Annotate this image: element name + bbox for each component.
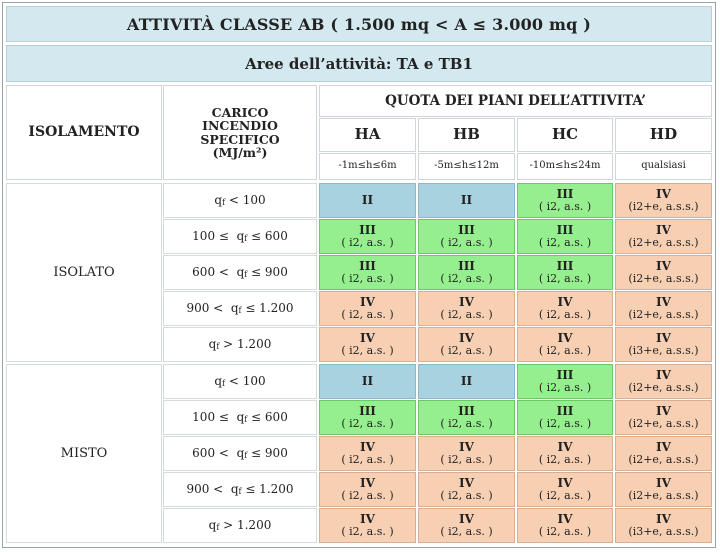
group-label-isolato: ISOLATO bbox=[6, 183, 162, 362]
row-condition-label bbox=[163, 255, 317, 290]
qf-subscript: f bbox=[216, 523, 220, 533]
qf-subscript: f bbox=[244, 234, 248, 244]
classification-level: IV bbox=[656, 295, 671, 310]
classification-detail: (i2+e, a.s.s.) bbox=[628, 308, 699, 322]
classification-level: IV bbox=[656, 512, 671, 527]
classification-cell bbox=[418, 472, 515, 507]
group-label-misto: MISTO bbox=[6, 364, 162, 543]
qf-symbol: q bbox=[230, 482, 239, 497]
classification-level: IV bbox=[360, 295, 375, 310]
classification-level: III bbox=[359, 259, 376, 274]
classification-cell bbox=[319, 436, 416, 471]
classification-detail: ( i2, a.s. ) bbox=[341, 417, 394, 431]
qf-symbol: q bbox=[236, 229, 245, 244]
classification-cell bbox=[319, 508, 416, 543]
classification-level: III bbox=[359, 223, 376, 238]
classification-level: II bbox=[460, 193, 473, 208]
classification-level: IV bbox=[459, 331, 474, 346]
header-quota: QUOTA DEI PIANI DELL’ATTIVITA’ bbox=[319, 85, 712, 117]
condition-suffix: ≤ 1.200 bbox=[241, 482, 294, 497]
classification-detail: ( i2, a.s. ) bbox=[538, 525, 592, 539]
classification-cell bbox=[517, 327, 613, 362]
classification-detail: (i2+e, a.s.s.) bbox=[628, 381, 699, 395]
classification-cell bbox=[615, 291, 712, 326]
classification-level: II bbox=[361, 193, 374, 208]
condition-prefix: 100 ≤ bbox=[192, 410, 237, 425]
classification-detail: (i2+e, a.s.s.) bbox=[628, 200, 699, 214]
classification-detail: ( i2, a.s. ) bbox=[341, 308, 394, 322]
qf-subscript: f bbox=[244, 270, 248, 280]
classification-level: III bbox=[359, 404, 376, 419]
classification-detail: ( i2, a.s. ) bbox=[440, 489, 493, 503]
classification-cell bbox=[517, 400, 613, 435]
row-condition-label bbox=[163, 472, 317, 507]
classification-detail: ( i2, a.s. ) bbox=[538, 236, 592, 250]
classification-level: IV bbox=[360, 331, 375, 346]
classification-cell bbox=[319, 327, 416, 362]
classification-cell bbox=[615, 183, 712, 218]
classification-level: IV bbox=[656, 476, 671, 491]
classification-level: IV bbox=[656, 187, 671, 202]
header-isolamento-text: ISOLAMENTO bbox=[28, 124, 140, 141]
classification-cell bbox=[517, 508, 613, 543]
qf-symbol: q bbox=[236, 410, 245, 425]
classification-level: III bbox=[458, 404, 475, 419]
classification-level: IV bbox=[656, 368, 671, 383]
classification-detail: ( i2, a.s. ) bbox=[538, 381, 592, 395]
header-carico-line: CARICO bbox=[211, 105, 269, 121]
row-condition-label bbox=[163, 400, 317, 435]
fire-classification-table bbox=[2, 2, 716, 548]
classification-cell bbox=[319, 291, 416, 326]
classification-detail: (i2+e, a.s.s.) bbox=[628, 236, 699, 250]
classification-level: IV bbox=[656, 404, 671, 419]
qf-symbol: q bbox=[208, 337, 217, 352]
classification-cell bbox=[615, 508, 712, 543]
classification-cell bbox=[319, 255, 416, 290]
classification-detail: ( i2, a.s. ) bbox=[440, 308, 493, 322]
classification-cell bbox=[517, 255, 613, 290]
qf-subscript: f bbox=[222, 198, 226, 208]
classification-detail: ( i2, a.s. ) bbox=[341, 525, 394, 539]
classification-cell bbox=[319, 183, 416, 218]
qf-subscript: f bbox=[238, 306, 242, 316]
classification-level: IV bbox=[459, 440, 474, 455]
column-header-hd: HD bbox=[615, 118, 712, 152]
classification-cell bbox=[418, 436, 515, 471]
qf-subscript: f bbox=[222, 379, 226, 389]
classification-detail: ( i2, a.s. ) bbox=[538, 344, 592, 358]
classification-detail: ( i2, a.s. ) bbox=[341, 489, 394, 503]
condition-suffix: ≤ 600 bbox=[247, 410, 288, 425]
classification-detail: ( i2, a.s. ) bbox=[538, 453, 592, 467]
classification-cell bbox=[319, 400, 416, 435]
column-header-hb: HB bbox=[418, 118, 515, 152]
classification-cell bbox=[615, 255, 712, 290]
classification-detail: ( i2, a.s. ) bbox=[341, 272, 394, 286]
column-header-hc: HC bbox=[517, 118, 613, 152]
classification-level: III bbox=[556, 223, 574, 238]
classification-level: IV bbox=[656, 259, 671, 274]
classification-detail: ( i2, a.s. ) bbox=[440, 344, 493, 358]
classification-level: II bbox=[460, 374, 473, 389]
classification-level: IV bbox=[557, 476, 573, 491]
row-condition-label bbox=[163, 291, 317, 326]
classification-detail: ( i2, a.s. ) bbox=[538, 308, 592, 322]
classification-level: IV bbox=[459, 295, 474, 310]
classification-detail: ( i2, a.s. ) bbox=[341, 344, 394, 358]
classification-detail: ( i2, a.s. ) bbox=[538, 200, 592, 214]
classification-cell bbox=[517, 219, 613, 254]
condition-suffix: < 100 bbox=[225, 374, 266, 389]
qf-symbol: q bbox=[236, 265, 245, 280]
classification-cell bbox=[418, 219, 515, 254]
classification-detail: ( i2, a.s. ) bbox=[341, 453, 394, 467]
classification-detail: (i3+e, a.s.s.) bbox=[628, 525, 699, 539]
classification-level: III bbox=[556, 259, 574, 274]
classification-cell bbox=[517, 436, 613, 471]
classification-cell bbox=[418, 364, 515, 399]
qf-symbol: q bbox=[214, 374, 223, 389]
row-condition-label bbox=[163, 364, 317, 399]
classification-level: III bbox=[556, 404, 574, 419]
classification-cell bbox=[319, 364, 416, 399]
qf-symbol: q bbox=[236, 446, 245, 461]
classification-level: III bbox=[458, 223, 475, 238]
classification-detail: (i2+e, a.s.s.) bbox=[628, 453, 699, 467]
row-condition-label bbox=[163, 327, 317, 362]
classification-level: IV bbox=[459, 476, 474, 491]
qf-subscript: f bbox=[244, 451, 248, 461]
column-range-hd: qualsiasi bbox=[615, 153, 712, 180]
classification-cell bbox=[319, 472, 416, 507]
condition-suffix: ≤ 900 bbox=[247, 265, 288, 280]
classification-cell bbox=[517, 291, 613, 326]
classification-detail: ( i2, a.s. ) bbox=[440, 417, 493, 431]
header-carico-line: INCENDIO bbox=[202, 118, 278, 134]
classification-cell bbox=[615, 219, 712, 254]
classification-detail: ( i2, a.s. ) bbox=[440, 453, 493, 467]
classification-level: IV bbox=[459, 512, 474, 527]
condition-suffix: ≤ 900 bbox=[247, 446, 288, 461]
classification-detail: (i2+e, a.s.s.) bbox=[628, 489, 699, 503]
classification-cell bbox=[615, 400, 712, 435]
classification-cell bbox=[615, 472, 712, 507]
classification-level: II bbox=[361, 374, 374, 389]
header-isolamento bbox=[6, 85, 162, 180]
classification-level: IV bbox=[656, 440, 671, 455]
condition-prefix: 900 < bbox=[186, 301, 231, 316]
classification-detail: ( i2, a.s. ) bbox=[538, 272, 592, 286]
classification-level: IV bbox=[360, 512, 375, 527]
classification-detail: (i3+e, a.s.s.) bbox=[628, 344, 699, 358]
classification-detail: (i2+e, a.s.s.) bbox=[628, 417, 699, 431]
classification-level: III bbox=[458, 259, 475, 274]
classification-level: IV bbox=[557, 512, 573, 527]
classification-cell bbox=[517, 364, 613, 399]
row-condition-label bbox=[163, 436, 317, 471]
classification-level: IV bbox=[557, 295, 573, 310]
column-range-hc: -10m≤h≤24m bbox=[517, 153, 613, 180]
qf-subscript: f bbox=[244, 415, 248, 425]
header-carico bbox=[163, 85, 317, 180]
classification-detail: (i2+e, a.s.s.) bbox=[628, 272, 699, 286]
row-condition-label bbox=[163, 508, 317, 543]
classification-cell bbox=[418, 400, 515, 435]
classification-level: III bbox=[556, 368, 574, 383]
header-carico-line: SPECIFICO bbox=[200, 131, 280, 147]
classification-detail: ( i2, a.s. ) bbox=[440, 525, 493, 539]
classification-level: IV bbox=[656, 223, 671, 238]
classification-level: IV bbox=[360, 440, 375, 455]
classification-detail: ( i2, a.s. ) bbox=[538, 489, 592, 503]
condition-prefix: 100 ≤ bbox=[192, 229, 237, 244]
classification-cell bbox=[615, 327, 712, 362]
classification-cell bbox=[418, 255, 515, 290]
condition-suffix: ≤ 600 bbox=[247, 229, 288, 244]
table-title: ATTIVITÀ CLASSE AB ( 1.500 mq < A ≤ 3.000 mq ) bbox=[6, 6, 712, 42]
classification-cell bbox=[615, 436, 712, 471]
condition-prefix: 900 < bbox=[186, 482, 231, 497]
classification-cell bbox=[517, 472, 613, 507]
classification-detail: ( i2, a.s. ) bbox=[440, 272, 493, 286]
condition-prefix: 600 < bbox=[192, 446, 237, 461]
classification-detail: ( i2, a.s. ) bbox=[440, 236, 493, 250]
qf-symbol: q bbox=[208, 518, 217, 533]
classification-cell bbox=[418, 508, 515, 543]
condition-suffix: ≤ 1.200 bbox=[241, 301, 294, 316]
classification-level: III bbox=[556, 187, 574, 202]
classification-detail: ( i2, a.s. ) bbox=[341, 236, 394, 250]
classification-level: IV bbox=[557, 440, 573, 455]
column-range-ha: -1m≤h≤6m bbox=[319, 153, 416, 180]
header-carico-line: (MJ/m²) bbox=[212, 144, 268, 160]
qf-symbol: q bbox=[214, 193, 223, 208]
condition-prefix: 600 < bbox=[192, 265, 237, 280]
classification-cell bbox=[615, 364, 712, 399]
qf-subscript: f bbox=[216, 342, 220, 352]
table-subtitle: Aree dell’attività: TA e TB1 bbox=[6, 45, 712, 82]
classification-level: IV bbox=[656, 331, 671, 346]
classification-cell bbox=[319, 219, 416, 254]
classification-level: IV bbox=[360, 476, 375, 491]
row-condition-label bbox=[163, 219, 317, 254]
classification-level: IV bbox=[557, 331, 573, 346]
column-range-hb: -5m≤h≤12m bbox=[418, 153, 515, 180]
condition-suffix: < 100 bbox=[225, 193, 266, 208]
row-condition-label bbox=[163, 183, 317, 218]
classification-cell bbox=[517, 183, 613, 218]
qf-subscript: f bbox=[238, 487, 242, 497]
classification-cell bbox=[418, 183, 515, 218]
qf-symbol: q bbox=[230, 301, 239, 316]
classification-cell bbox=[418, 327, 515, 362]
column-header-ha: HA bbox=[319, 118, 416, 152]
condition-suffix: > 1.200 bbox=[219, 518, 272, 533]
classification-detail: ( i2, a.s. ) bbox=[538, 417, 592, 431]
condition-suffix: > 1.200 bbox=[219, 337, 272, 352]
classification-cell bbox=[418, 291, 515, 326]
